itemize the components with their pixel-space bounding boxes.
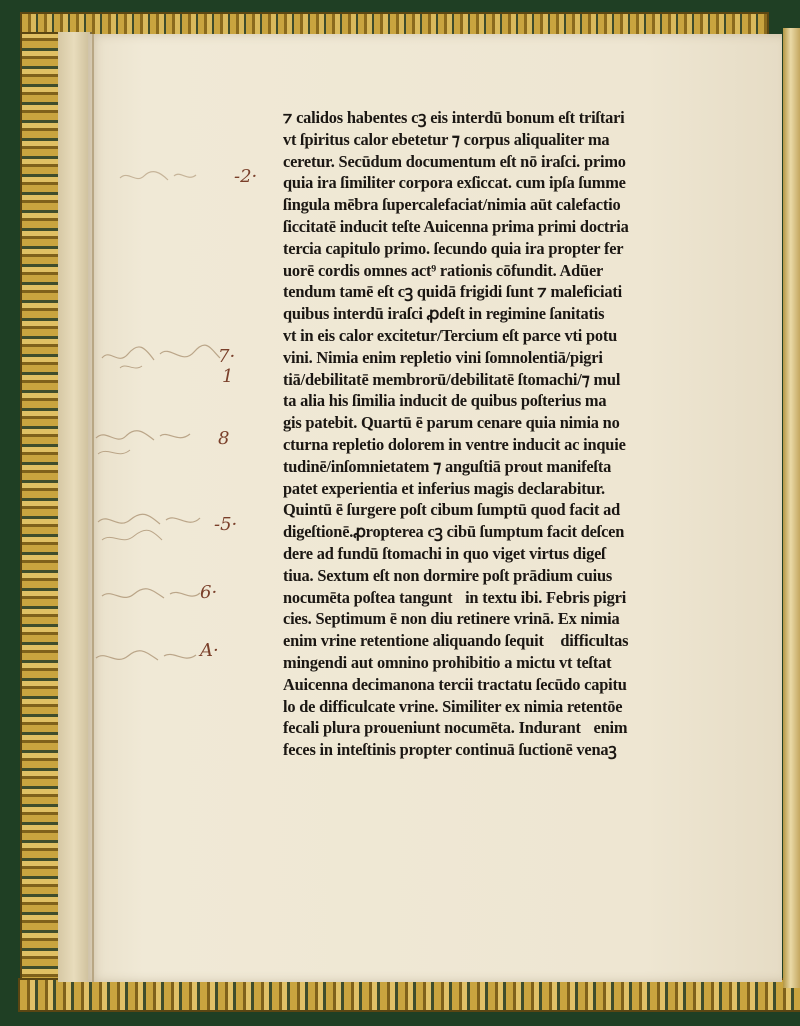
- ornamental-border-bottom: [18, 978, 800, 1012]
- text-line: dere ad fundū ſtomachi in quo viget virtus digeſ: [283, 543, 606, 563]
- margin-mark-5: -5·: [214, 514, 238, 535]
- margin-mark-3: 1: [222, 366, 234, 387]
- text-line: tiā/debilitatē membrorū/debilitatē ſtomachi/⁊ mul: [283, 369, 621, 389]
- text-line: uorē cordis omnes act⁹ rationis cōfundit. Adūer: [283, 260, 604, 280]
- incunabula-text-block: [283, 107, 761, 761]
- text-line: tercia capitulo primo. ſecundo quia ira propter fer: [283, 238, 624, 258]
- text-line: fecali plura proueniunt nocumēta. Indurantᷣenim: [283, 718, 628, 738]
- text-line: ceretur. Secūdum documentum eſt nō iraſci. primo: [283, 151, 626, 171]
- text-line: nocumēta poſtea tanguntᷣin textu ibi. Febris pigri: [283, 587, 627, 607]
- text-line: Auicenna decimanona tercii tractatu ſecūdo capitu: [283, 674, 627, 694]
- handwritten-note-3: [94, 426, 204, 466]
- text-line: lo de difficulcate vrine. Similiter ex nimia retentōe: [283, 696, 623, 716]
- ornamental-border-left: [20, 32, 62, 986]
- text-line: tiua. Sextum eſt non dormire poſt prādium cuius: [283, 565, 613, 585]
- text-line: vt in eis calor excitetur/Tercium eſt parce vti potu: [283, 325, 618, 345]
- text-line: tudinē/inſomnietatem ⁊ anguſtiā prout manifeſta: [283, 456, 612, 476]
- text-line: vini. Nimia enim repletio vini ſomnolentiā/pigri: [283, 347, 603, 367]
- text-line: gis patebit. Quartū ē parum cenare quia nimia no: [283, 413, 620, 433]
- margin-mark-1: -2·: [234, 166, 258, 187]
- page-edge-right: [783, 28, 800, 988]
- text-line: ſingula mēbra ſupercalefaciat/nimia aūt calefactio: [283, 195, 621, 215]
- handwritten-note-1: [118, 166, 228, 188]
- text-line: Quintū ē ſurgere poſt cibum ſumptū quod facit ad: [283, 500, 621, 520]
- text-line: patet experientia et inferius magis declarabitur.: [283, 478, 605, 498]
- margin-mark-6: 6·: [200, 582, 218, 603]
- text-line: quia ira ſimiliter corpora exſiccat. cum ipſa ſumme: [283, 173, 626, 193]
- text-line: feces in inteſtinis propter continuā ſuctionē venaꝫ: [283, 740, 617, 760]
- text-line: vt ſpiritus calor ebetetur ⁊ corpus aliqualiter ma: [283, 129, 610, 149]
- gutter-fold-line: [92, 34, 94, 982]
- text-line: enim vrine retentione aliquando ſequitᷣ difficultas: [283, 631, 629, 651]
- text-line: tendum tamē eſt cꝫ quidā frigidi ſunt ⁊ maleficiati: [283, 282, 622, 302]
- text-line: mingendi aut omnino prohibitio a mictu vt teſtatᷣ: [283, 652, 625, 672]
- margin-mark-2: 7·: [218, 346, 236, 367]
- text-line: quibus interdū iraſci ꝓdeſt in regimine ſanitatis: [283, 304, 605, 324]
- text-line: digeſtionē.ꝓropterea cꝫ cibū ſumptum facit deſcen: [283, 522, 625, 542]
- binding-gutter: [58, 32, 92, 982]
- handwritten-note-5: [100, 584, 210, 606]
- margin-mark-4: 8: [218, 428, 230, 449]
- margin-mark-7: A·: [200, 640, 219, 661]
- handwritten-note-6: [94, 646, 204, 670]
- text-line: ta alia his ſimilia inducit de quibus poſterius ma: [283, 391, 607, 411]
- text-line: ⁊ calidos habentes cꝫ eis interdū bonum eſt triſtari: [283, 108, 625, 127]
- text-line: cies. Septimum ē non diu retinere vrinā. Ex nimia: [283, 609, 620, 629]
- text-line: ſiccitatē inducit teſte Auicenna prima primi doctria: [283, 216, 629, 236]
- text-line: cturna repletio dolorem in ventre inducit ac inquie: [283, 434, 626, 454]
